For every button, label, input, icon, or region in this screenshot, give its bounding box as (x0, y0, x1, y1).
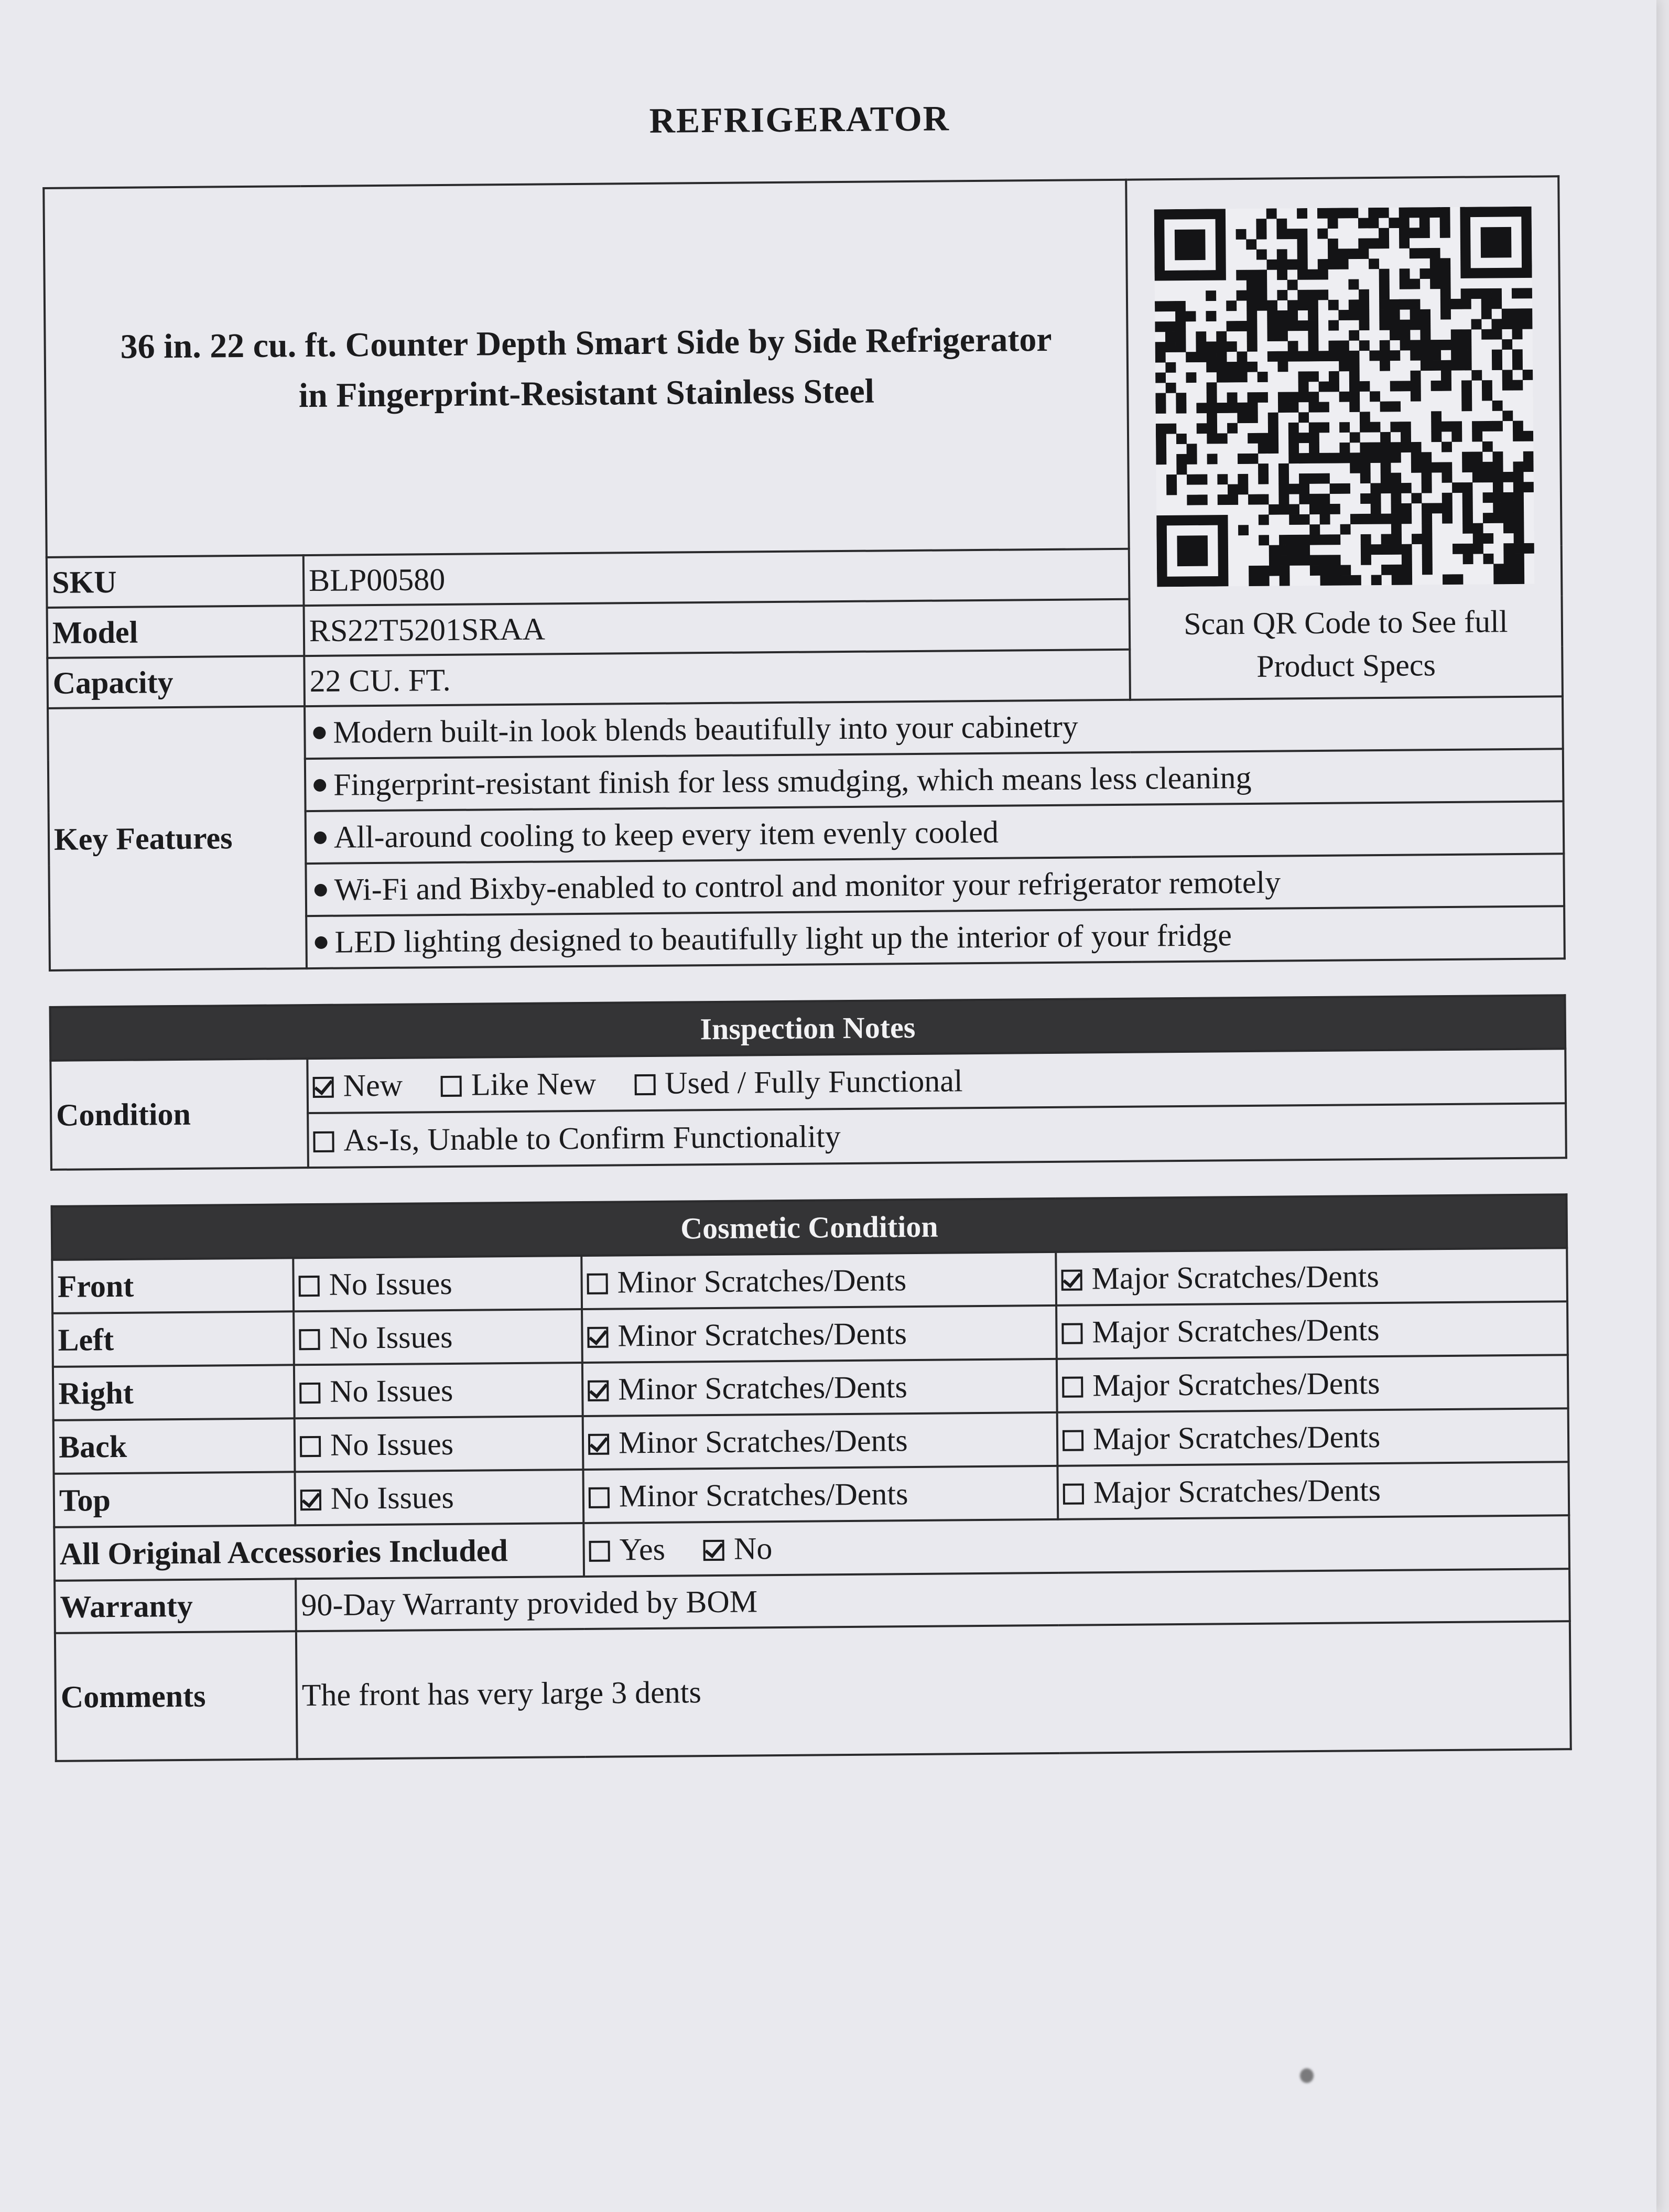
condition-options (307, 1049, 1566, 1113)
comments-label: Comments (55, 1631, 297, 1761)
paper-speck (1300, 2068, 1314, 2083)
option-label: New (343, 1067, 403, 1103)
page-title: REFRIGERATOR (649, 98, 950, 141)
bullet-icon (313, 779, 326, 792)
inspection-table (49, 994, 1567, 1171)
checkbox-icon[interactable] (587, 1273, 608, 1294)
cosmetic-side-label: Front (52, 1258, 294, 1313)
checkbox-icon[interactable] (1061, 1323, 1082, 1344)
option-label: No Issues (329, 1266, 452, 1302)
option-label: Major Scratches/Dents (1092, 1312, 1380, 1349)
condition-label: Condition (50, 1059, 308, 1170)
checkbox-icon[interactable] (1063, 1430, 1083, 1451)
inspection-header: Inspection Notes (50, 995, 1566, 1061)
feature-text: LED lighting designed to beautifully light up the interior of your fridge (334, 917, 1232, 959)
qr-caption-line1: Scan QR Code to See full (1183, 604, 1508, 641)
checkbox-icon[interactable] (1061, 1269, 1082, 1290)
cosmetic-side-label: Top (54, 1472, 296, 1527)
condition-option-as-is[interactable] (313, 1118, 841, 1159)
feature-text: Modern built-in look blends beautifully into your cabinetry (333, 709, 1079, 750)
checkbox-icon[interactable] (441, 1075, 462, 1096)
option-label: Minor Scratches/Dents (617, 1262, 907, 1299)
capacity-label: Capacity (47, 656, 305, 708)
cosmetic-option[interactable] (293, 1256, 582, 1311)
qr-code-image[interactable] (1154, 207, 1534, 587)
checkbox-icon[interactable] (588, 1380, 609, 1401)
feature-item (306, 801, 1564, 864)
checkbox-icon[interactable] (589, 1540, 610, 1561)
checkbox-icon[interactable] (313, 1076, 334, 1097)
cosmetic-option[interactable] (583, 1412, 1058, 1470)
product-name-line2: in Fingerprint-Resistant Stainless Steel (298, 372, 875, 415)
comments-value: The front has very large 3 dents (296, 1621, 1571, 1759)
product-name-line1: 36 in. 22 cu. ft. Counter Depth Smart Side by Side Refrigerator (120, 320, 1052, 366)
option-label: Major Scratches/Dents (1091, 1258, 1380, 1296)
sku-label: SKU (47, 555, 304, 608)
bullet-icon (315, 936, 327, 949)
accessories-label: All Original Accessories Included (54, 1523, 584, 1581)
feature-item (306, 854, 1564, 916)
option-label: Minor Scratches/Dents (617, 1315, 907, 1353)
option-label: Yes (619, 1531, 666, 1567)
option-label: Major Scratches/Dents (1092, 1365, 1380, 1402)
checkbox-icon[interactable] (589, 1487, 610, 1508)
checkbox-icon[interactable] (587, 1326, 608, 1347)
option-label: No Issues (330, 1480, 454, 1516)
cosmetic-option[interactable] (1056, 1248, 1567, 1305)
option-label: Like New (471, 1066, 597, 1102)
feature-text: Fingerprint-resistant finish for less smudging, which means less cleaning (333, 760, 1252, 802)
bullet-icon (314, 832, 327, 844)
bullet-icon (313, 727, 326, 739)
checkbox-icon[interactable] (1063, 1483, 1084, 1504)
key-features-label: Key Features (48, 706, 307, 970)
option-label: Used / Fully Functional (664, 1063, 963, 1100)
cosmetic-option[interactable] (583, 1466, 1058, 1523)
feature-item (305, 749, 1564, 811)
option-label: Minor Scratches/Dents (618, 1422, 908, 1460)
cosmetic-option[interactable] (295, 1416, 583, 1472)
accessories-options (583, 1515, 1569, 1577)
bullet-icon (315, 884, 327, 897)
qr-caption-line2: Product Specs (1256, 648, 1436, 684)
model-value: RS22T5201SRAA (304, 599, 1130, 656)
feature-text: All-around cooling to keep every item evenly cooled (333, 814, 999, 855)
option-label: Minor Scratches/Dents (619, 1476, 908, 1513)
option-label: Major Scratches/Dents (1092, 1419, 1381, 1456)
checkbox-icon[interactable] (300, 1436, 321, 1456)
spec-sheet (42, 93, 1570, 1762)
condition-options (308, 1103, 1566, 1168)
checkbox-icon[interactable] (703, 1539, 724, 1560)
option-label: No Issues (330, 1426, 454, 1462)
checkbox-icon[interactable] (313, 1131, 334, 1152)
option-label: No Issues (329, 1319, 453, 1355)
cosmetic-option[interactable] (294, 1309, 582, 1365)
cosmetic-table (50, 1193, 1572, 1762)
sku-value: BLP00580 (304, 549, 1130, 606)
qr-panel (1126, 176, 1563, 699)
checkbox-icon[interactable] (299, 1329, 320, 1350)
checkbox-icon[interactable] (634, 1074, 655, 1095)
cosmetic-side-label: Right (53, 1365, 295, 1420)
option-label: No Issues (330, 1373, 453, 1409)
feature-item (306, 906, 1565, 968)
cosmetic-side-label: Left (52, 1311, 294, 1367)
checkbox-icon[interactable] (1062, 1376, 1083, 1397)
cosmetic-option[interactable] (582, 1305, 1057, 1363)
warranty-label: Warranty (55, 1579, 296, 1633)
condition-option-used[interactable] (634, 1063, 963, 1102)
condition-option-like-new[interactable] (441, 1065, 597, 1103)
option-label: As-Is, Unable to Confirm Functionality (343, 1118, 841, 1158)
option-label: Minor Scratches/Dents (618, 1369, 908, 1406)
option-label: No (733, 1530, 773, 1566)
cosmetic-option[interactable] (1057, 1462, 1569, 1519)
option-label: Major Scratches/Dents (1093, 1472, 1381, 1509)
cosmetic-option[interactable] (581, 1252, 1056, 1309)
cosmetic-option[interactable] (1057, 1355, 1568, 1412)
cosmetic-option[interactable] (294, 1363, 583, 1418)
cosmetic-header: Cosmetic Condition (52, 1194, 1567, 1260)
cosmetic-option[interactable] (295, 1470, 583, 1525)
product-name (44, 180, 1129, 557)
model-label: Model (47, 606, 305, 658)
qr-caption (1135, 599, 1557, 688)
cosmetic-side-label: Back (53, 1418, 295, 1474)
checkbox-icon[interactable] (299, 1382, 320, 1403)
product-table (42, 175, 1566, 972)
checkbox-icon[interactable] (299, 1275, 320, 1296)
condition-option-new[interactable] (312, 1067, 403, 1104)
cosmetic-option[interactable] (1057, 1408, 1569, 1466)
cosmetic-option[interactable] (1056, 1301, 1568, 1359)
checkbox-icon[interactable] (300, 1489, 321, 1510)
feature-text: Wi-Fi and Bixby-enabled to control and monitor your refrigerator remotely (334, 864, 1281, 907)
cosmetic-option[interactable] (582, 1359, 1057, 1416)
feature-item (305, 696, 1563, 759)
accessories-option-no[interactable] (703, 1530, 773, 1567)
warranty-value: 90-Day Warranty provided by BOM (296, 1569, 1570, 1631)
checkbox-icon[interactable] (588, 1433, 609, 1454)
accessories-option-yes[interactable] (589, 1531, 665, 1568)
capacity-value: 22 CU. FT. (304, 650, 1130, 706)
